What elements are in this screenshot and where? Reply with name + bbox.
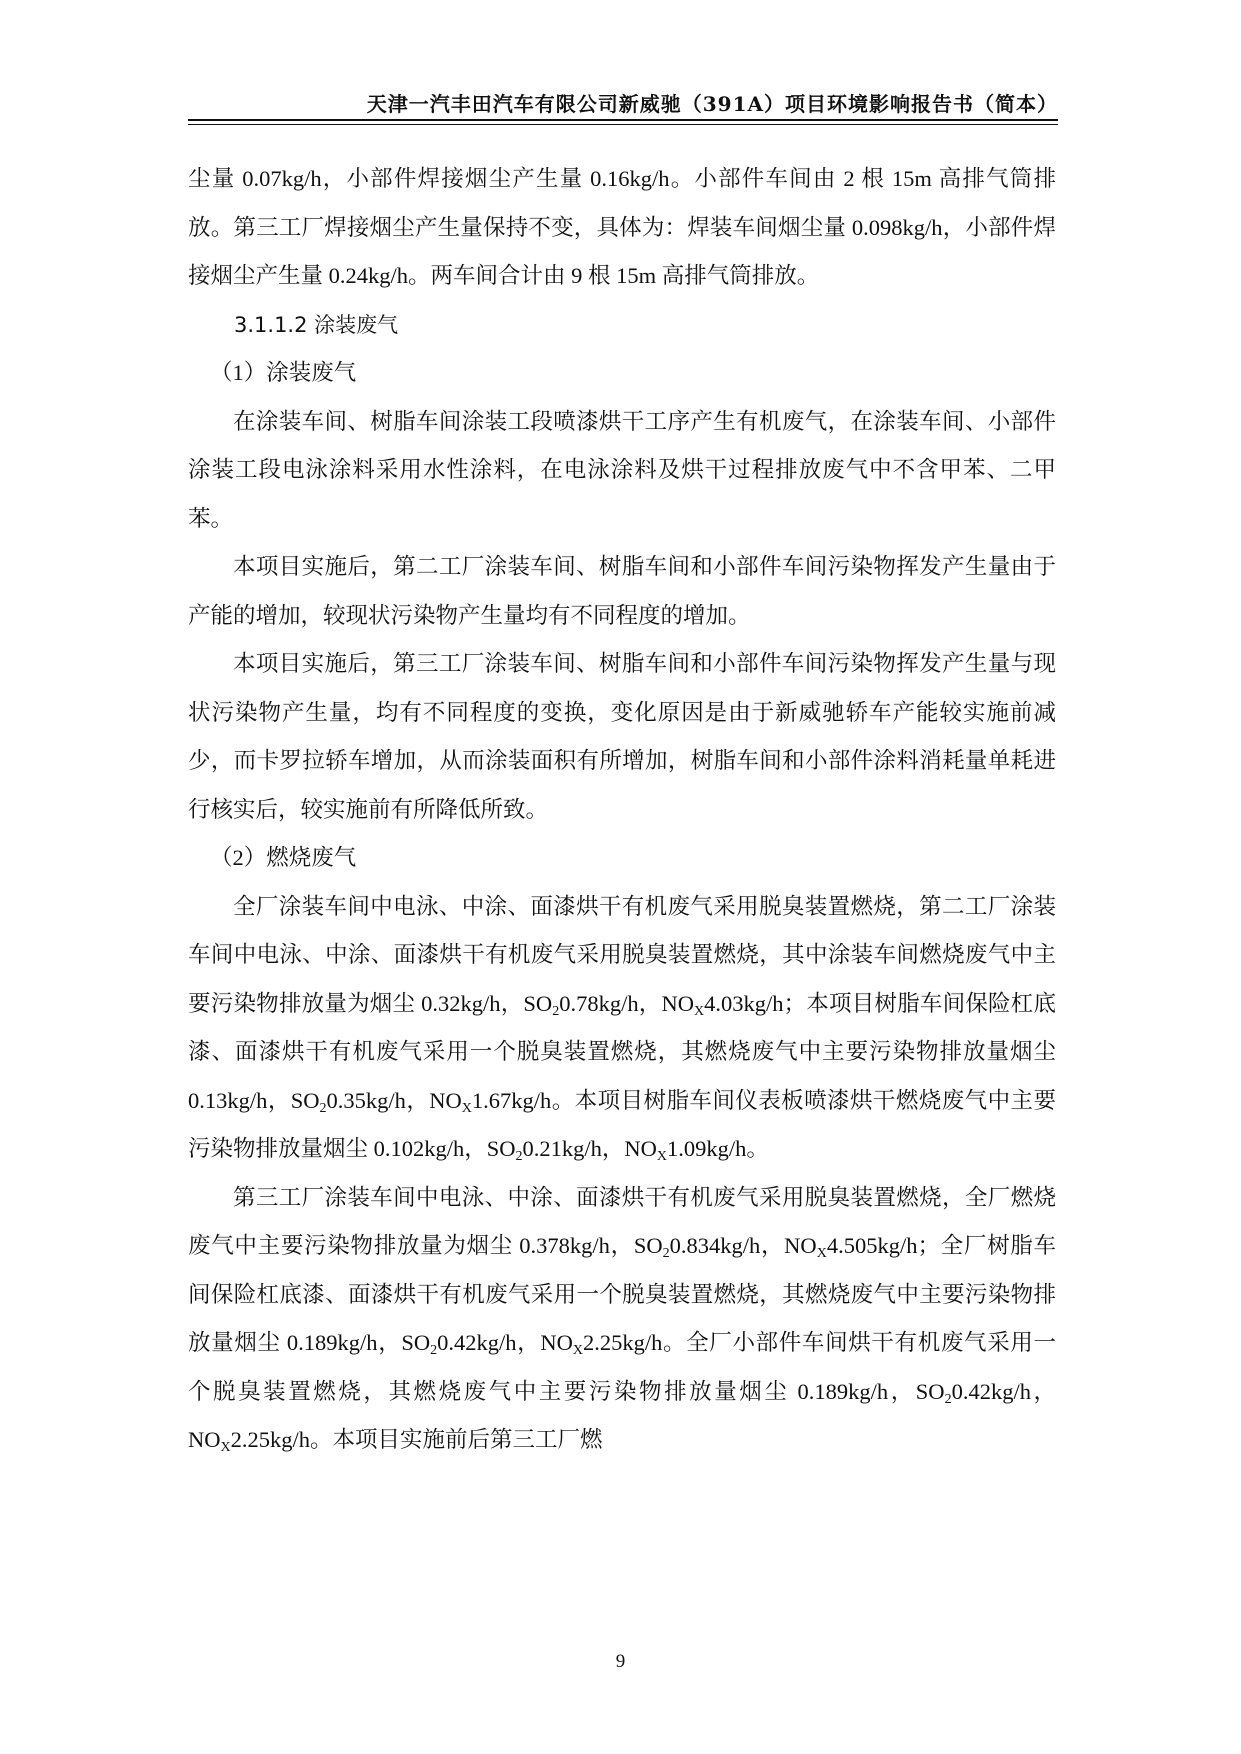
text-run: 0.35kg/h，NO: [326, 1087, 462, 1113]
paragraph-combustion-1: [188, 883, 1056, 1174]
paragraph-welding-dust: 尘量 0.07kg/h，小部件焊接烟尘产生量 0.16kg/h。小部件车间由 2 根 15m 高排气筒排放。第三工厂焊接烟尘产生量保持不变，具体为：焊装车间烟尘量 0.098kg/h，小部件焊接烟尘产生量 0.24kg/h。两车间合计由 9 根 15m 高排气筒排放。: [188, 166, 1056, 288]
text-run: 0.42kg/h，NO: [188, 1378, 1056, 1452]
running-header: 天津一汽丰田汽车有限公司新威驰（391A）项目环境影响报告书（简本）: [366, 92, 1058, 116]
text-run: 2.25kg/h。全厂小部件车间烘干有机废气采用一个脱臭装置燃烧，其燃烧废气中主要污染物排放量烟尘 0.189kg/h，SO: [188, 1330, 1057, 1404]
paragraph-coating-2: 本项目实施后，第二工厂涂装车间、树脂车间和小部件车间污染物挥发产生量由于产能的增加，较现状污染物产生量均有不同程度的增加。: [188, 554, 1056, 628]
subscript: 2: [430, 1343, 438, 1358]
section-heading: [188, 301, 1056, 350]
text-run: 0.834kg/h，NO: [669, 1233, 817, 1258]
paragraph-coating-1: 在涂装车间、树脂车间涂装工段喷漆烘干工序产生有机废气，在涂装车间、小部件涂装工段电泳涂料采用水性涂料，在电泳涂料及烘干过程排放废气中不含甲苯、二甲苯。: [188, 408, 1056, 531]
text-run: 1.67kg/h。本项目树脂车间仪表板喷漆烘干燃烧废气中主要污染物排放量烟尘 0.102kg/h，SO: [188, 1087, 1057, 1161]
subscript: 2: [515, 1149, 523, 1164]
subscript: X: [816, 1246, 827, 1261]
subheading-combustion-exhaust: （2）燃烧废气: [210, 845, 357, 870]
subheading-coating-exhaust: （1）涂装废气: [210, 360, 357, 385]
text-run: 0.78kg/h，NO: [559, 990, 695, 1016]
text-run: 4.505kg/h；全厂树脂车间保险杠底漆、面漆烘干有机废气采用一个脱臭装置燃烧，其燃烧废气中主要污染物排放量烟尘 0.189kg/h，SO: [188, 1233, 1057, 1355]
text-run: 0.21kg/h，NO: [522, 1136, 657, 1161]
paragraph-coating-3: 本项目实施后，第三工厂涂装车间、树脂车间和小部件车间污染物挥发产生量与现状污染物产生量，均有不同程度的变换，变化原因是由于新威驰轿车产能较实施前减少，而卡罗拉轿车增加，从而涂装面积有所增加，树脂车间和小部件涂料消耗量单耗进行核实后，较实施前有所降低所致。: [188, 651, 1056, 822]
paragraph-combustion-2: [188, 1174, 1056, 1465]
text-run: 0.42kg/h，NO: [437, 1330, 573, 1355]
subscript: 2: [944, 1391, 952, 1407]
text-run: 2.25kg/h。本项目实施前后第三工厂燃: [230, 1427, 603, 1452]
section-title: 涂装废气: [314, 312, 399, 337]
section-number: 3.1.1.2: [234, 312, 308, 337]
header-rule-thin: [188, 124, 1058, 125]
subscript: X: [220, 1440, 231, 1455]
text-run: 4.03kg/h；本项目树脂车间保险杠底漆、面漆烘干有机废气采用一个脱臭装置燃烧，其燃烧废气中主要污染物排放量烟尘 0.13kg/h，SO: [188, 990, 1056, 1113]
subscript: 2: [319, 1100, 327, 1116]
subscript: X: [461, 1100, 472, 1116]
text-run: 1.09kg/h。: [667, 1136, 769, 1161]
page-number: 9: [615, 1651, 626, 1672]
subscript: 2: [662, 1246, 670, 1261]
subscript: X: [656, 1149, 668, 1164]
subscript: X: [572, 1343, 583, 1358]
subscript: 2: [552, 1003, 560, 1019]
body-text: [188, 155, 1056, 1465]
text-run: 第三工厂涂装车间中电泳、中涂、面漆烘干有机废气采用脱臭装置燃烧，全厂燃烧废气中主要污染物排放量为烟尘 0.378kg/h，SO: [188, 1184, 1056, 1258]
text-run: 全厂涂装车间中电泳、中涂、面漆烘干有机废气采用脱臭装置燃烧，第二工厂涂装车间中电泳、中涂、面漆烘干有机废气采用脱臭装置燃烧，其中涂装车间燃烧废气中主要污染物排放量为烟尘 0.32kg/h，SO: [188, 893, 1056, 1016]
subscript: X: [694, 1003, 705, 1019]
header-rule: [188, 119, 1058, 121]
